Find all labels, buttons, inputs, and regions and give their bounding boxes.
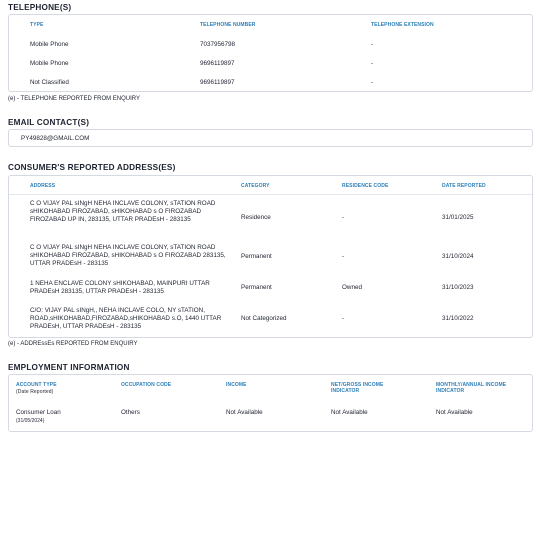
address-date: 31/01/2025 (442, 214, 474, 221)
telephone-extension: - (371, 60, 374, 67)
address-residence-code: - (342, 253, 345, 260)
telephone-number: 9696119897 (200, 79, 235, 86)
account-type-header (16, 382, 57, 395)
income-header: INCOME (226, 382, 247, 388)
occupation-code-value: Others (121, 409, 140, 416)
address-text: C/O: VIJAY PAL sINgH,, NEHA INCLAVE COLO, NY sTATION, ROAD,sHIKOHABAD,FIROZABAD,sHIKOHABAD s.O, 1440 UTTAR PRADEsH, UTTAR PRADEsH - 283135 (30, 307, 222, 330)
telephone-number: 9696119897 (200, 60, 235, 67)
employment-section-title: EMPLOYMENT INFORMATION (8, 363, 130, 372)
email-value: PY49828@GMAIL.COM (21, 135, 90, 142)
address-date: 31/10/2024 (442, 253, 474, 260)
telephone-note: (e) - TELEPHONE REPORTED FROM ENQUIRY (8, 96, 141, 102)
account-type-header-label: ACCOUNT TYPE (16, 382, 57, 388)
telephone-section-title: TELEPHONE(S) (8, 3, 72, 12)
address-note: (e) - ADDREssEs REPORTED FROM ENQUIRY (8, 341, 138, 347)
account-type-cell (16, 409, 61, 425)
address-residence-code: - (342, 315, 345, 322)
email-section-title: EMAIL CONTACT(S) (8, 118, 90, 127)
telephone-type-header: TYPE (30, 22, 44, 28)
address-category: Not Categorized (241, 315, 287, 322)
address-category-header: CATEGORY (241, 183, 270, 189)
address-date-header: DATE REPORTED (442, 183, 486, 189)
telephone-number: 7037956798 (200, 41, 236, 48)
address-residence-code: Owned (342, 284, 362, 291)
telephone-extension-header: TELEPHONE EXTENSION (371, 22, 434, 28)
monthly-annual-income-value: Not Available (436, 409, 473, 416)
address-text: 1 NEHA ENCLAVE COLONY sHIKOHABAD, MAINPURI UTTAR PRADEsH 283135, UTTAR PRADEsH - 283135 (30, 280, 210, 295)
address-text: C O VIJAY PAL sINgH NEHA INCLAVE COLONY, sTATION ROAD sHIKOHABAD FIROZABAD, sHIKOHABAD s O FIROZABAD FIROZABAD UP IN, 283135, UTTAR PRADEsH - 283135 (30, 200, 216, 223)
account-type-header-sub: (Date Reported) (16, 389, 54, 395)
address-text: C O VIJAY PAL sINgH NEHA INCLAVE COLONY, sTATION ROAD sHIKOHABAD FIROZABAD, sHIKOHABAD s O FIROZABAD 283135, UTTAR PRADEsH - 283135 (30, 244, 226, 267)
telephone-number-header: TELEPHONE NUMBER (200, 22, 256, 28)
address-date: 31/10/2023 (442, 284, 474, 291)
address-section-title: CONSUMER'S REPORTED ADDRESS(ES) (8, 163, 176, 172)
email-box (8, 129, 533, 147)
net-gross-income-value: Not Available (331, 409, 368, 416)
telephone-type: Not Classified (30, 79, 69, 86)
telephone-type: Mobile Phone (30, 60, 69, 67)
telephone-table (8, 14, 533, 92)
telephone-type: Mobile Phone (30, 41, 69, 48)
telephone-extension: - (371, 41, 374, 48)
income-value: Not Available (226, 409, 263, 416)
address-residence-header: RESIDENCE CODE (342, 183, 389, 189)
address-date: 31/10/2022 (442, 315, 474, 322)
address-table (8, 175, 533, 338)
account-type-value: Consumer Loan (16, 409, 61, 416)
address-category: Permanent (241, 253, 272, 260)
monthly-annual-income-header: MONTHLY/ANNUAL INCOME INDICATOR (436, 382, 507, 394)
employment-table (8, 374, 533, 432)
occupation-code-header: OCCUPATION CODE (121, 382, 172, 388)
account-date-reported: (31/05/2024) (16, 418, 45, 424)
address-residence-code: - (342, 214, 345, 221)
telephone-extension: - (371, 79, 374, 86)
address-header: ADDRESS (30, 183, 56, 189)
net-gross-income-header: NET/GROSS INCOME INDICATOR (331, 382, 384, 394)
address-header-divider (9, 194, 532, 195)
address-category: Permanent (241, 284, 272, 291)
address-category: Residence (241, 214, 271, 221)
